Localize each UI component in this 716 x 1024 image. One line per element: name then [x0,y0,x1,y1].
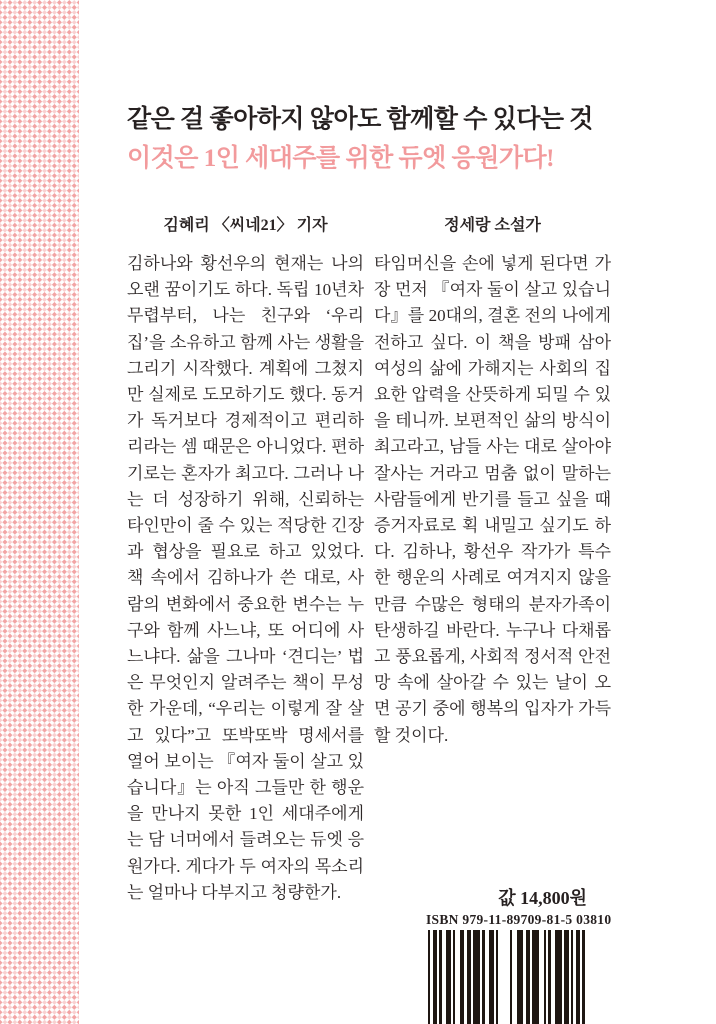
headline [127,100,627,178]
review-author-left: 김혜리 〈씨네21〉 기자 [163,217,328,234]
review-text-left: 김하나와 황선우의 현재는 나의 오랜 꿈이기도 하다. 독립 10년차 무렵부터, 나는 친구와 ‘우리 집’을 소유하고 함께 사는 생활을 그리기 시작했다. 계획에 그쳤지만 실제로 도모하기도 했다. 동거가 독거보다 경제적이고 편리하리라는 셈 때문은 아니었다. 편하기로는 혼자가 최고다. 그러나 나는 더 성장하기 위해, 신뢰하는 타인만이 줄 수 있는 적당한 긴장과 협상을 필요로 하고 있었다. 책 속에서 김하나가 쓴 대로, 사람의 변화에서 중요한 변수는 누구와 함께 사느냐, 또 어디에 사느냐다. 삶을 그나마 ‘견디는’ 법은 무엇인지 알려주는 책이 무성한 가운데, “우리는 이렇게 잘 살고 있다”고 또박또박 명세서를 열어 보이는 『여자 둘이 살고 있습니다』는 아직 그들만 한 행운을 만나지 못한 1인 세대주에게는 담 너머에서 들려오는 듀엣 응원가다. 게다가 두 여자의 목소리는 얼마나 다부지고 청량한가. [127,254,364,902]
barcode [428,930,585,1024]
headline-line-1: 같은 걸 좋아하지 않아도 함께할 수 있다는 것 [127,106,593,133]
review-column-right [374,216,611,906]
pink-weave-pattern-border [0,0,79,1024]
review-column-left [127,216,364,906]
review-text-right: 타임머신을 손에 넣게 된다면 가장 먼저 『여자 둘이 살고 있습니다』를 20대의, 결혼 전의 나에게 전하고 싶다. 이 책을 방패 삼아 여성의 삶에 가해지는 사회의 집요한 압력을 산뜻하게 되밀 수 있을 테니까. 보편적인 삶의 방식이 최고라고, 남들 사는 대로 살아야 잘사는 거라고 멈춤 없이 말하는 사람들에게 반기를 들고 싶을 때 증거자료로 획 내밀고 싶기도 하다. 김하나, 황선우 작가가 특수한 행운의 사례로 여겨지지 않을 만큼 수많은 형태의 분자가족이 탄생하길 바란다. 누구나 다채롭고 풍요롭게, 사회적 정서적 안전망 속에 살아갈 수 있는 날이 오면 공기 중에 행복의 입자가 가득할 것이다. [374,254,611,745]
review-author-right: 정세랑 소설가 [444,217,541,234]
price-label: 값 14,800원 [498,888,587,908]
review-columns [127,216,611,906]
isbn-label: ISBN 979-11-89709-81-5 03810 [426,912,612,927]
headline-line-2: 이것은 1인 세대주를 위한 듀엣 응원가다! [127,145,554,172]
